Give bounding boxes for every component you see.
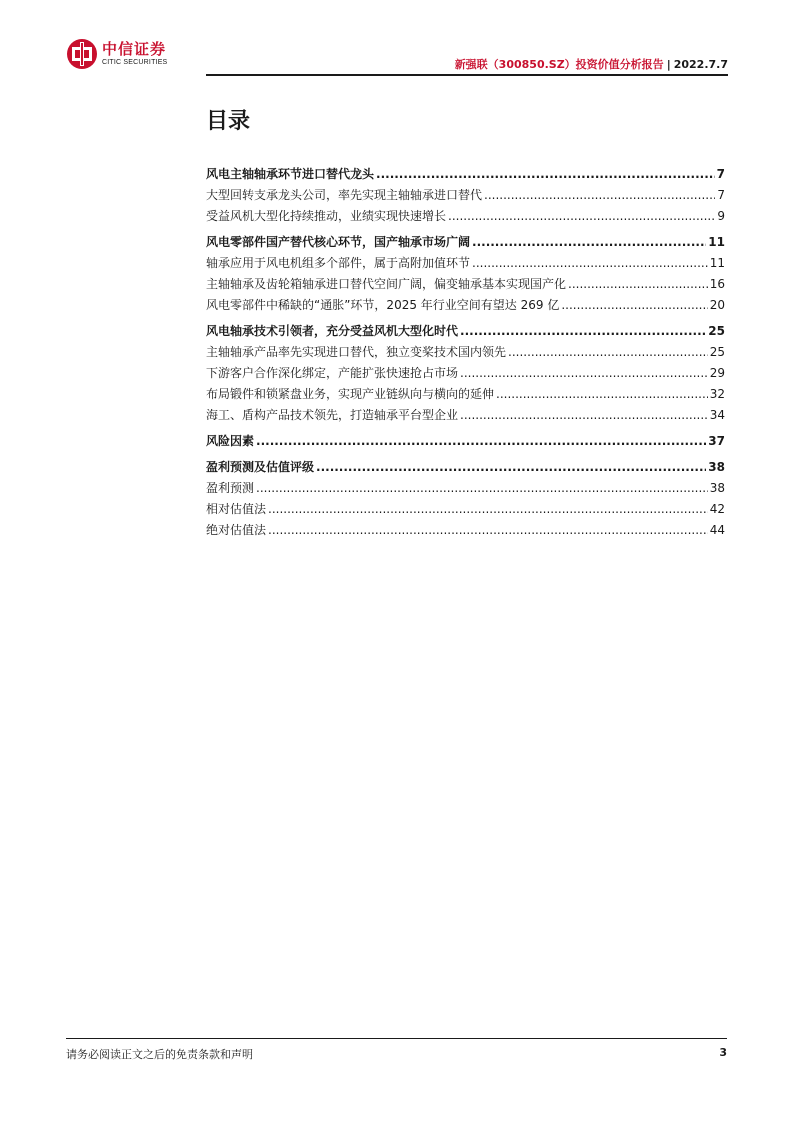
toc-entry-page: 37	[708, 434, 725, 448]
toc-entry-page: 16	[709, 277, 725, 291]
toc-section	[206, 164, 725, 227]
toc-leader-dots	[496, 384, 708, 405]
toc-leader-dots	[472, 253, 708, 274]
toc-entry-page: 42	[709, 502, 725, 516]
toc-entry-title: 风险因素	[206, 434, 255, 448]
toc-section	[206, 457, 725, 541]
toc-entry-title: 轴承应用于风电机组多个部件，属于高附加值环节	[206, 256, 471, 270]
toc-subsection-entry[interactable]	[206, 342, 725, 363]
toc-entry-title: 绝对估值法	[206, 523, 267, 537]
footer-disclaimer: 请务必阅读正文之后的免责条款和声明	[66, 1048, 253, 1061]
toc-entry-page: 25	[709, 345, 725, 359]
footer-divider	[66, 1038, 727, 1039]
toc-leader-dots	[256, 478, 708, 499]
logo-english-name: CITIC SECURITIES	[102, 59, 168, 66]
toc-entry-title: 风电零部件中稀缺的“通胀”环节，2025 年行业空间有望达 269 亿	[206, 298, 560, 312]
toc-entry-page: 20	[709, 298, 725, 312]
toc-subsection-entry[interactable]	[206, 405, 725, 426]
toc-entry-page: 7	[716, 167, 725, 181]
toc-section-heading[interactable]	[206, 164, 725, 185]
page-number: 3	[719, 1046, 727, 1059]
toc-entry-page: 7	[717, 188, 725, 202]
toc-leader-dots	[316, 457, 706, 478]
toc-entry-page: 34	[709, 408, 725, 422]
toc-leader-dots	[508, 342, 708, 363]
toc-entry-title: 相对估值法	[206, 502, 267, 516]
toc-entry-page: 38	[709, 481, 725, 495]
toc-section-heading[interactable]	[206, 457, 725, 478]
table-of-contents	[206, 164, 725, 546]
toc-section	[206, 321, 725, 426]
logo-chinese-name: 中信证券	[102, 40, 167, 58]
toc-entry-title: 风电零部件国产替代核心环节，国产轴承市场广阔	[206, 235, 471, 249]
citic-logo	[66, 38, 167, 70]
toc-entry-title: 布局锻件和锁紧盘业务，实现产业链纵向与横向的延伸	[206, 387, 495, 401]
toc-leader-dots	[472, 232, 706, 253]
toc-entry-page: 25	[708, 324, 725, 338]
toc-entry-page: 38	[708, 460, 725, 474]
toc-entry-page: 29	[709, 366, 725, 380]
toc-leader-dots	[460, 363, 708, 384]
toc-entry-title: 受益风机大型化持续推动，业绩实现快速增长	[206, 209, 447, 223]
toc-section	[206, 232, 725, 316]
toc-entry-title: 主轴轴承产品率先实现进口替代，独立变桨技术国内领先	[206, 345, 507, 359]
toc-entry-page: 32	[709, 387, 725, 401]
toc-entry-page: 9	[717, 209, 725, 223]
toc-leader-dots	[484, 185, 715, 206]
toc-section-heading[interactable]	[206, 232, 725, 253]
toc-leader-dots	[268, 499, 708, 520]
page-header	[66, 38, 728, 78]
header-separator: |	[666, 58, 671, 71]
toc-entry-title: 大型回转支承龙头公司，率先实现主轴轴承进口替代	[206, 188, 483, 202]
toc-subsection-entry[interactable]	[206, 185, 725, 206]
toc-leader-dots	[568, 274, 708, 295]
toc-entry-title: 风电主轴轴承环节进口替代龙头	[206, 167, 375, 181]
toc-entry-title: 主轴轴承及齿轮箱轴承进口替代空间广阔，偏变轴承基本实现国产化	[206, 277, 567, 291]
toc-subsection-entry[interactable]	[206, 478, 725, 499]
toc-subsection-entry[interactable]	[206, 363, 725, 384]
toc-entry-page: 11	[708, 235, 725, 249]
report-header-title	[455, 56, 728, 72]
report-date: 2022.7.7	[673, 58, 728, 71]
toc-leader-dots	[256, 431, 706, 452]
toc-entry-title: 下游客户合作深化绑定，产能扩张快速抢占市场	[206, 366, 459, 380]
toc-section	[206, 431, 725, 452]
toc-entry-title: 盈利预测及估值评级	[206, 460, 315, 474]
toc-entry-title: 风电轴承技术引领者，充分受益风机大型化时代	[206, 324, 459, 338]
toc-subsection-entry[interactable]	[206, 499, 725, 520]
toc-leader-dots	[268, 520, 708, 541]
toc-leader-dots	[561, 295, 707, 316]
report-title: 新强联（300850.SZ）投资价值分析报告	[454, 58, 664, 71]
toc-leader-dots	[448, 206, 715, 227]
toc-section-heading[interactable]	[206, 431, 725, 452]
toc-subsection-entry[interactable]	[206, 274, 725, 295]
toc-subsection-entry[interactable]	[206, 206, 725, 227]
toc-heading: 目录	[206, 109, 251, 134]
toc-leader-dots	[460, 321, 706, 342]
toc-section-heading[interactable]	[206, 321, 725, 342]
toc-subsection-entry[interactable]	[206, 384, 725, 405]
toc-subsection-entry[interactable]	[206, 253, 725, 274]
toc-entry-page: 44	[709, 523, 725, 537]
header-divider	[206, 74, 728, 76]
toc-entry-title: 海工、盾构产品技术领先，打造轴承平台型企业	[206, 408, 459, 422]
toc-entry-title: 盈利预测	[206, 481, 255, 495]
citic-logo-icon	[66, 38, 98, 70]
toc-subsection-entry[interactable]	[206, 295, 725, 316]
toc-entry-page: 11	[709, 256, 725, 270]
toc-leader-dots	[460, 405, 708, 426]
toc-leader-dots	[376, 164, 715, 185]
toc-subsection-entry[interactable]	[206, 520, 725, 541]
